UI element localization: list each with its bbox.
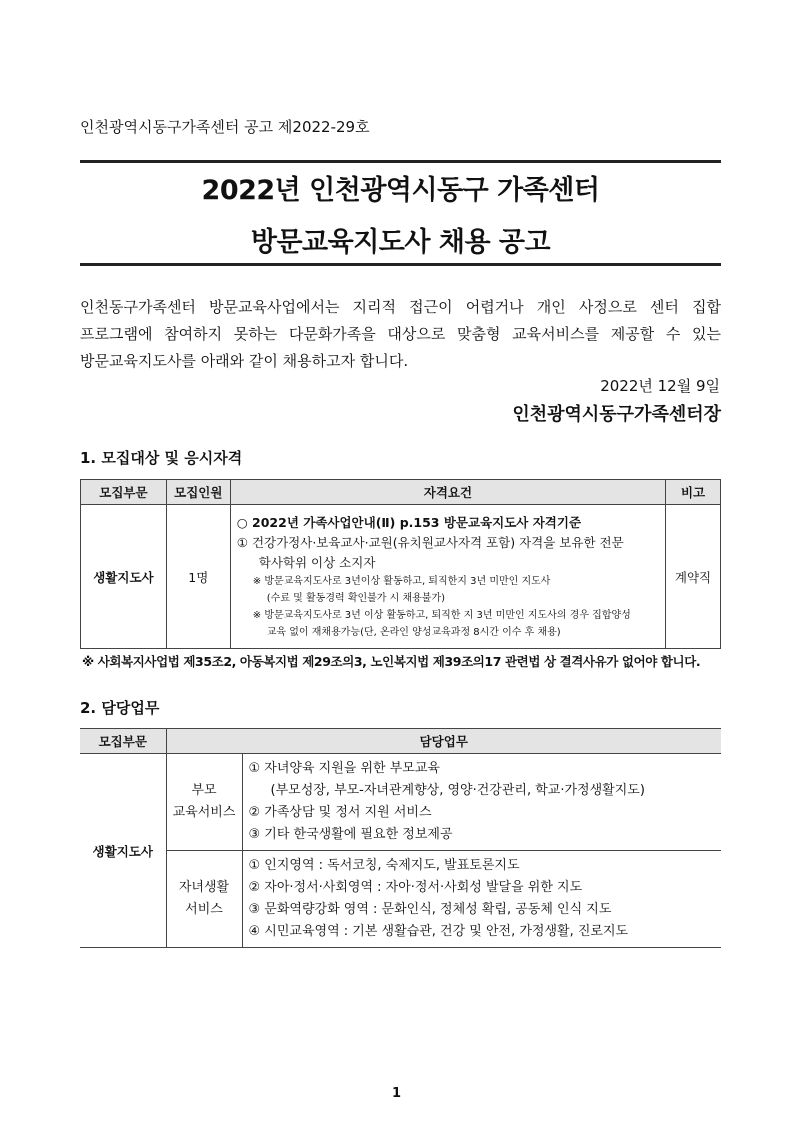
title-line-2: 방문교육지도사 채용 공고 (250, 227, 551, 258)
cell-requirements (230, 505, 665, 649)
group-name-parent-line-2: 교육서비스 (172, 805, 236, 820)
eligibility-row (81, 505, 721, 649)
group-name-child-life (166, 851, 242, 948)
requirement-note-1a: ※ 방문교육지도사로 3년이상 활동하고, 퇴직한지 3년 미만인 지도사 (252, 575, 551, 587)
col-header-requirements: 자격요건 (230, 480, 665, 505)
group-name-child-line-2: 서비스 (185, 902, 223, 917)
group-name-parent-education (166, 754, 242, 851)
group-name-child-line-1: 자녀생활 (178, 880, 230, 895)
requirement-note-2a: ※ 방문교육지도사로 3년 이상 활동하고, 퇴직한 지 3년 미만인 지도사의 경우 집합양성 (252, 609, 631, 621)
duties-col-header-category: 모집부문 (80, 729, 166, 754)
notice-number: 인천광역시동구가족센터 공고 제2022-29호 (80, 118, 370, 136)
duty-item: ② 자아·정서·사회영역 : 자아·정서·사회성 발달을 위한 지도 (248, 880, 583, 895)
requirement-note-2b: 교육 없이 재채용가능(단, 온라인 양성교육과정 8시간 이수 후 채용) (266, 626, 561, 638)
duties-col-header-duties: 담당업무 (166, 729, 721, 754)
duty-item: ② 가족상담 및 정서 지원 서비스 (248, 805, 432, 820)
page-number: 1 (391, 1086, 402, 1101)
notice-date: 2022년 12월 9일 (600, 377, 720, 395)
eligibility-table (80, 479, 721, 649)
duty-item: ① 인지영역 : 독서코칭, 숙제지도, 발표토론지도 (248, 858, 520, 873)
group-name-parent-line-1: 부모 (191, 783, 217, 798)
col-header-remark: 비고 (666, 480, 721, 505)
legal-disqualification-note: ※ 사회복지사업법 제35조2, 아동복지법 제29조의3, 노인복지법 제39조의17 관련법 상 결격사유가 없어야 합니다. (82, 654, 701, 669)
requirement-item-1b: 학사학위 이상 소지자 (258, 554, 376, 570)
eligibility-header-row (81, 480, 721, 505)
duty-item: ④ 시민교육영역 : 기본 생활습관, 건강 및 안전, 가정생활, 진로지도 (248, 924, 629, 939)
cell-remark: 계약직 (666, 505, 721, 649)
intro-paragraph: 인천동구가족센터 방문교육사업에서는 지리적 접근이 어렵거나 개인 사정으로 센터 집합 프로그램에 참여하지 못하는 다문화가족을 대상으로 맞춤형 교육서비스를 제공할 수 있는 방문교육지도사를 아래와 같이 채용하고자 합니다. (80, 298, 721, 370)
group-duties-child (242, 851, 721, 948)
group-duties-parent (242, 754, 721, 851)
organization-name: 인천광역시동구가족센터장 (512, 404, 721, 425)
col-header-count: 모집인원 (166, 480, 230, 505)
cell-category: 생활지도사 (81, 505, 167, 649)
title-line-1: 2022년 인천광역시동구 가족센터 (201, 175, 600, 206)
duty-item: ① 자녀양육 지원을 위한 부모교육 (248, 761, 440, 776)
requirement-note-1b: (수료 및 활동경력 확인불가 시 채용불가) (266, 592, 446, 604)
col-header-category: 모집부문 (81, 480, 167, 505)
cell-count: 1명 (166, 505, 230, 649)
duties-row-parent (80, 754, 721, 851)
section-1-heading: 1. 모집대상 및 응시자격 (80, 449, 243, 467)
duty-item: ③ 문화역량강화 영역 : 문화인식, 정체성 확립, 공동체 인식 지도 (248, 902, 612, 917)
requirement-basis: ○ 2022년 가족사업안내(Ⅱ) p.153 방문교육지도사 자격기준 (236, 514, 582, 530)
duties-category: 생활지도사 (80, 754, 166, 948)
title-top-rule (80, 160, 721, 163)
duties-table (80, 728, 721, 948)
section-2-heading: 2. 담당업무 (80, 699, 160, 717)
duty-item: ③ 기타 한국생활에 필요한 정보제공 (248, 827, 453, 842)
title-bottom-rule (80, 263, 721, 266)
duty-item: (부모성장, 부모-자녀관계향상, 영양·건강관리, 학교·가정생활지도) (270, 783, 645, 798)
duties-header-row (80, 729, 721, 754)
requirement-item-1a: ① 건강가정사·보육교사·교원(유치원교사자격 포함) 자격을 보유한 전문 (236, 534, 624, 550)
duties-row-child (80, 851, 721, 948)
